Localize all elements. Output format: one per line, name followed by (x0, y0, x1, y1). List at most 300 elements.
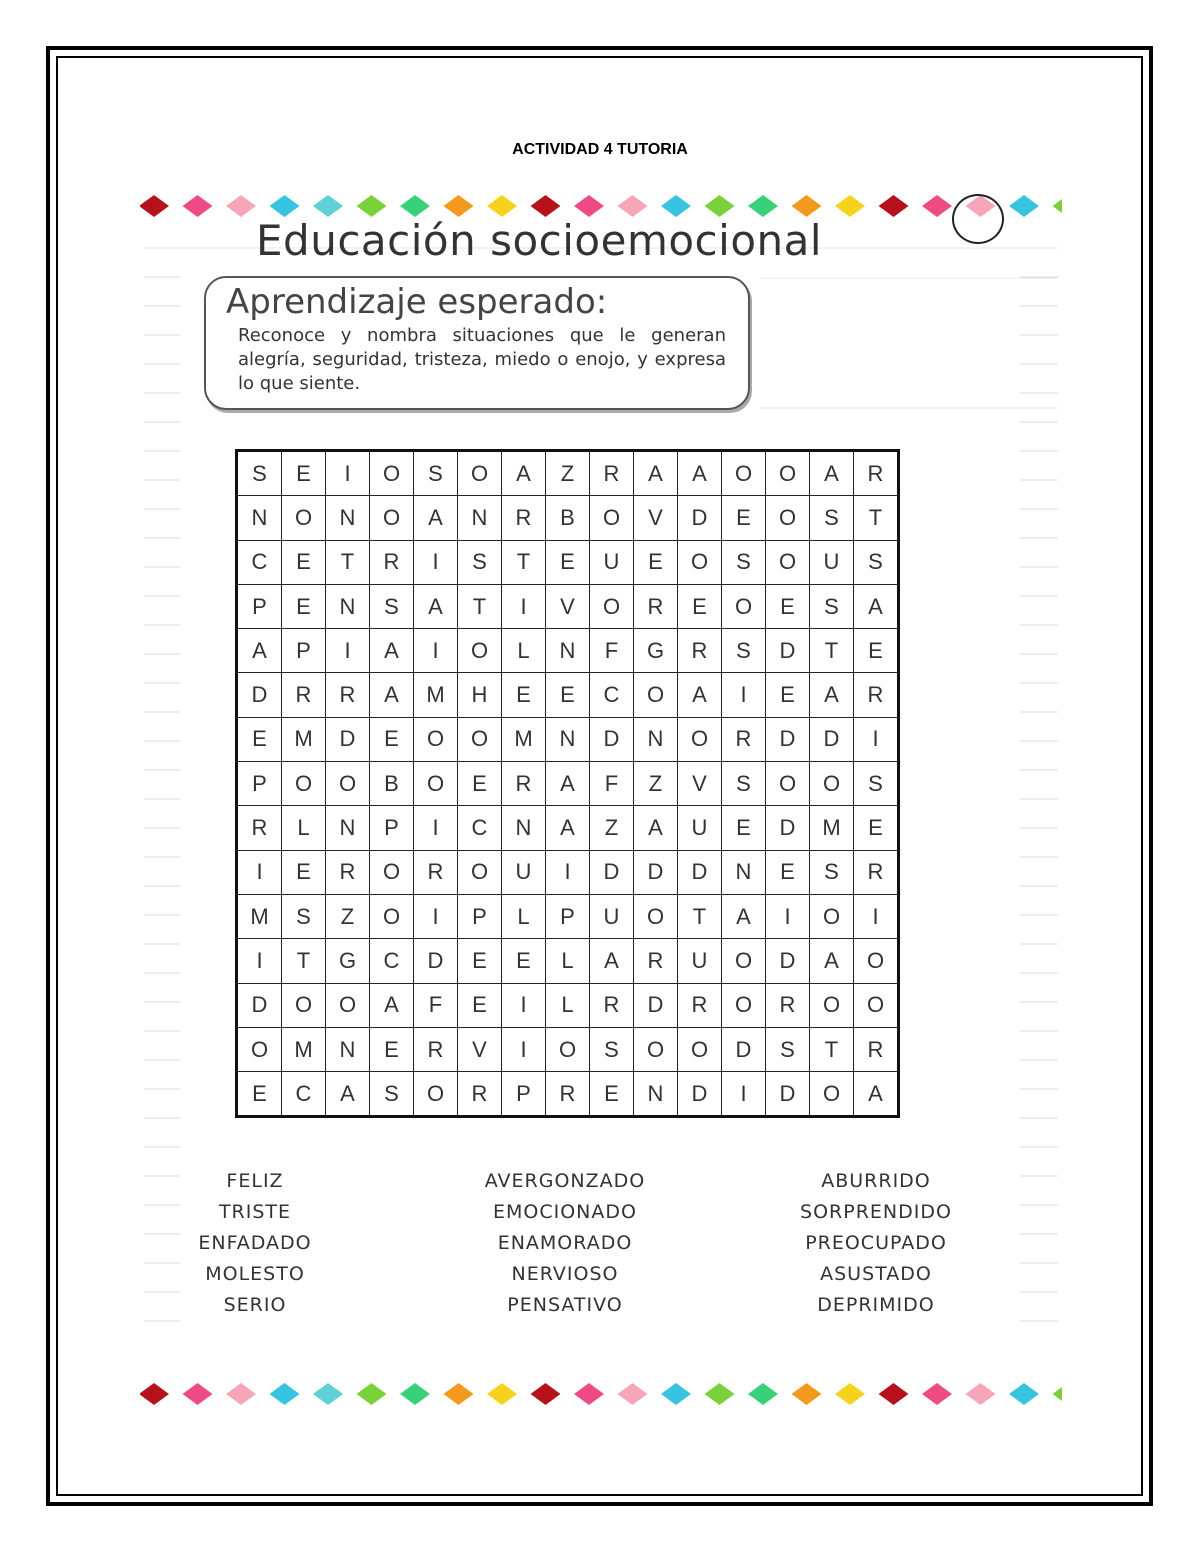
grid-cell[interactable]: N (326, 1027, 370, 1071)
grid-cell[interactable]: O (370, 850, 414, 894)
grid-cell[interactable]: S (810, 584, 854, 628)
grid-cell[interactable]: E (237, 1072, 282, 1117)
grid-cell[interactable]: I (237, 850, 282, 894)
diamond-shape (400, 195, 430, 217)
grid-cell[interactable]: D (766, 806, 810, 850)
grid-cell[interactable]: V (546, 584, 590, 628)
grid-cell[interactable]: E (722, 806, 766, 850)
grid-cell[interactable]: I (766, 894, 810, 938)
diamond-shape (531, 1383, 561, 1405)
grid-cell[interactable]: L (502, 629, 546, 673)
grid-row (237, 983, 899, 1027)
grid-cell[interactable]: A (326, 1072, 370, 1117)
grid-cell[interactable]: A (678, 673, 722, 717)
diamond-shape (574, 195, 604, 217)
grid-cell[interactable]: D (766, 939, 810, 983)
grid-cell[interactable]: M (414, 673, 458, 717)
grid-row (237, 939, 899, 983)
grid-cell[interactable]: M (502, 717, 546, 761)
grid-cell[interactable]: D (766, 629, 810, 673)
grid-cell[interactable]: I (854, 894, 899, 938)
grid-cell[interactable]: F (414, 983, 458, 1027)
grid-row (237, 673, 899, 717)
diamond-shape (618, 1383, 648, 1405)
word-search-grid (235, 449, 900, 1118)
diamond-shape (922, 1383, 952, 1405)
grid-cell[interactable]: N (634, 1072, 678, 1117)
grid-cell[interactable]: Z (590, 806, 634, 850)
grid-cell[interactable]: O (282, 496, 326, 540)
grid-cell[interactable]: M (810, 806, 854, 850)
grid-cell[interactable]: E (370, 1027, 414, 1071)
grid-cell[interactable]: S (854, 540, 899, 584)
grid-cell[interactable]: O (370, 451, 414, 496)
grid-cell[interactable]: D (590, 717, 634, 761)
diamond-shape (835, 1383, 865, 1405)
grid-cell[interactable]: B (370, 762, 414, 806)
grid-cell[interactable]: N (237, 496, 282, 540)
grid-cell[interactable]: R (854, 1027, 899, 1071)
grid-cell[interactable]: L (546, 983, 590, 1027)
grid-cell[interactable]: N (502, 806, 546, 850)
grid-cell[interactable]: R (237, 806, 282, 850)
grid-cell[interactable]: E (546, 673, 590, 717)
grid-cell[interactable]: O (678, 540, 722, 584)
grid-cell[interactable]: P (237, 584, 282, 628)
grid-cell[interactable]: O (370, 496, 414, 540)
grid-cell[interactable]: I (854, 717, 899, 761)
grid-cell[interactable]: R (326, 673, 370, 717)
grid-cell[interactable]: D (590, 850, 634, 894)
grid-cell[interactable]: R (678, 629, 722, 673)
grid-cell[interactable]: S (766, 1027, 810, 1071)
grid-row (237, 894, 899, 938)
grid-cell[interactable]: L (502, 894, 546, 938)
grid-cell[interactable]: B (546, 496, 590, 540)
diamond-shape (879, 195, 909, 217)
grid-cell[interactable]: T (678, 894, 722, 938)
grid-cell[interactable]: C (237, 540, 282, 584)
diamond-shape (531, 195, 561, 217)
word-item: EMOCIONADO (493, 1201, 637, 1223)
grid-cell[interactable]: S (590, 1027, 634, 1071)
grid-cell[interactable]: O (590, 584, 634, 628)
word-item: ASUSTADO (820, 1263, 932, 1285)
diamond-shape (487, 1383, 517, 1405)
grid-cell[interactable]: O (634, 894, 678, 938)
grid-cell[interactable]: E (590, 1072, 634, 1117)
learning-objective-heading: Aprendizaje esperado: (226, 282, 608, 322)
word-column-2 (415, 1166, 715, 1321)
grid-cell[interactable]: R (854, 451, 899, 496)
grid-cell[interactable]: C (458, 806, 502, 850)
grid-cell[interactable]: R (634, 939, 678, 983)
grid-cell[interactable]: Z (634, 762, 678, 806)
grid-cell[interactable]: O (766, 451, 810, 496)
grid-cell[interactable]: A (634, 451, 678, 496)
word-item: PENSATIVO (507, 1294, 623, 1316)
grid-cell[interactable]: O (854, 983, 899, 1027)
grid-cell[interactable]: A (854, 584, 899, 628)
grid-cell[interactable]: O (458, 850, 502, 894)
grid-cell[interactable]: V (458, 1027, 502, 1071)
grid-cell[interactable]: S (854, 762, 899, 806)
grid-cell[interactable]: S (810, 496, 854, 540)
diamond-shape (270, 195, 300, 217)
diamond-shape (661, 1383, 691, 1405)
grid-cell[interactable]: P (458, 894, 502, 938)
grid-cell[interactable]: O (766, 540, 810, 584)
grid-cell[interactable]: A (634, 806, 678, 850)
word-item: ENAMORADO (497, 1232, 633, 1254)
grid-cell[interactable]: I (722, 673, 766, 717)
grid-cell[interactable]: E (458, 762, 502, 806)
grid-row (237, 806, 899, 850)
grid-cell[interactable]: A (854, 1072, 899, 1117)
grid-cell[interactable]: O (854, 939, 899, 983)
grid-cell[interactable]: E (282, 540, 326, 584)
grid-cell[interactable]: I (326, 451, 370, 496)
grid-cell[interactable]: I (237, 939, 282, 983)
grid-cell[interactable]: I (414, 806, 458, 850)
grid-cell[interactable]: P (237, 762, 282, 806)
grid-cell[interactable]: E (546, 540, 590, 584)
grid-cell[interactable]: P (502, 1072, 546, 1117)
grid-cell[interactable]: S (237, 451, 282, 496)
grid-cell[interactable]: E (766, 584, 810, 628)
grid-cell[interactable]: S (282, 894, 326, 938)
grid-cell[interactable]: T (854, 496, 899, 540)
grid-cell[interactable]: A (678, 451, 722, 496)
grid-cell[interactable]: R (590, 983, 634, 1027)
grid-row (237, 850, 899, 894)
grid-cell[interactable]: O (722, 584, 766, 628)
diamond-shape (444, 1383, 474, 1405)
diamond-shape (487, 195, 517, 217)
grid-cell[interactable]: A (370, 629, 414, 673)
grid-cell[interactable]: O (722, 939, 766, 983)
grid-cell[interactable]: A (237, 629, 282, 673)
grid-cell[interactable]: O (810, 762, 854, 806)
grid-cell[interactable]: O (414, 717, 458, 761)
grid-cell[interactable]: N (546, 717, 590, 761)
grid-cell[interactable]: O (766, 496, 810, 540)
grid-cell[interactable]: E (502, 673, 546, 717)
diamond-shape (183, 1383, 213, 1405)
grid-cell[interactable]: C (370, 939, 414, 983)
grid-cell[interactable]: O (414, 762, 458, 806)
grid-cell[interactable]: V (678, 762, 722, 806)
grid-cell[interactable]: R (502, 762, 546, 806)
grid-cell[interactable]: R (766, 983, 810, 1027)
grid-cell[interactable]: R (722, 717, 766, 761)
grid-cell[interactable]: D (237, 983, 282, 1027)
grid-cell[interactable]: E (458, 939, 502, 983)
diamond-shape (140, 1383, 169, 1405)
word-item: PREOCUPADO (805, 1232, 947, 1254)
grid-cell[interactable]: O (678, 717, 722, 761)
diamond-shape (661, 195, 691, 217)
grid-cell[interactable]: D (678, 496, 722, 540)
grid-cell[interactable]: T (810, 629, 854, 673)
diamond-shape (922, 195, 952, 217)
word-item: MOLESTO (205, 1263, 305, 1285)
grid-cell[interactable]: R (502, 496, 546, 540)
word-item: AVERGONZADO (484, 1170, 646, 1192)
grid-cell[interactable]: M (237, 894, 282, 938)
grid-cell[interactable]: I (414, 629, 458, 673)
grid-cell[interactable]: R (370, 540, 414, 584)
grid-row (237, 496, 899, 540)
grid-cell[interactable]: H (458, 673, 502, 717)
word-column-1 (105, 1166, 405, 1321)
diamond-shape (835, 195, 865, 217)
grid-cell[interactable]: O (282, 983, 326, 1027)
grid-cell[interactable]: P (370, 806, 414, 850)
grid-cell[interactable]: E (237, 717, 282, 761)
grid-cell[interactable]: A (810, 673, 854, 717)
diamond-shape (1009, 195, 1039, 217)
grid-cell[interactable]: R (414, 850, 458, 894)
diamond-shape (879, 1383, 909, 1405)
diamond-shape (966, 1383, 996, 1405)
diamond-shape (748, 195, 778, 217)
diamond-shape (270, 1383, 300, 1405)
diamond-shape (357, 1383, 387, 1405)
grid-cell[interactable]: E (282, 451, 326, 496)
grid-cell[interactable]: I (722, 1072, 766, 1117)
grid-cell[interactable]: R (854, 850, 899, 894)
grid-cell[interactable]: N (458, 496, 502, 540)
diamond-shape (574, 1383, 604, 1405)
grid-cell[interactable]: R (590, 451, 634, 496)
grid-cell[interactable]: E (634, 540, 678, 584)
grid-cell[interactable]: C (282, 1072, 326, 1117)
diamond-shape (226, 195, 256, 217)
grid-cell[interactable]: O (458, 717, 502, 761)
grid-cell[interactable]: O (810, 894, 854, 938)
word-item: ENFADADO (198, 1232, 312, 1254)
grid-cell[interactable]: M (282, 717, 326, 761)
grid-cell[interactable]: A (546, 762, 590, 806)
grid-cell[interactable]: I (414, 540, 458, 584)
grid-cell[interactable]: V (634, 496, 678, 540)
grid-cell[interactable]: T (282, 939, 326, 983)
grid-cell[interactable]: Z (326, 894, 370, 938)
grid-cell[interactable]: E (502, 939, 546, 983)
grid-cell[interactable]: O (326, 983, 370, 1027)
grid-cell[interactable]: E (678, 584, 722, 628)
grid-cell[interactable]: O (766, 762, 810, 806)
grid-cell[interactable]: U (678, 939, 722, 983)
grid-cell[interactable]: E (722, 496, 766, 540)
grid-cell[interactable]: A (546, 806, 590, 850)
circle-mark (952, 194, 1004, 244)
grid-cell[interactable]: T (326, 540, 370, 584)
learning-objective-text: Reconoce y nombra situaciones que le generan alegría, seguridad, tristeza, miedo o enojo, y expresa lo que siente. (238, 325, 726, 394)
grid-cell[interactable]: O (458, 629, 502, 673)
grid-cell[interactable]: I (502, 584, 546, 628)
grid-cell[interactable]: R (546, 1072, 590, 1117)
diamond-shape (705, 1383, 735, 1405)
grid-cell[interactable]: R (634, 584, 678, 628)
grid-cell[interactable]: O (458, 451, 502, 496)
grid-cell[interactable]: D (766, 717, 810, 761)
grid-cell[interactable]: N (326, 806, 370, 850)
grid-cell[interactable]: O (414, 1072, 458, 1117)
grid-cell[interactable]: T (502, 540, 546, 584)
grid-cell[interactable]: A (810, 451, 854, 496)
diamond-shape (1053, 1383, 1063, 1405)
grid-cell[interactable]: M (282, 1027, 326, 1071)
grid-cell[interactable]: R (854, 673, 899, 717)
grid-cell[interactable]: D (678, 1072, 722, 1117)
grid-row (237, 1072, 899, 1117)
grid-cell[interactable]: I (414, 894, 458, 938)
grid-cell[interactable]: E (854, 806, 899, 850)
grid-cell[interactable]: E (282, 584, 326, 628)
grid-cell[interactable]: G (326, 939, 370, 983)
grid-cell[interactable]: O (634, 673, 678, 717)
grid-cell[interactable]: Z (546, 451, 590, 496)
grid-cell[interactable]: S (370, 1072, 414, 1117)
grid-cell[interactable]: D (634, 983, 678, 1027)
grid-row (237, 1027, 899, 1071)
grid-cell[interactable]: R (678, 983, 722, 1027)
grid-cell[interactable]: D (237, 673, 282, 717)
grid-cell[interactable]: A (810, 939, 854, 983)
grid-cell[interactable]: E (854, 629, 899, 673)
grid-cell[interactable]: D (326, 717, 370, 761)
grid-cell[interactable]: S (722, 540, 766, 584)
word-item: DEPRIMIDO (817, 1294, 935, 1316)
grid-cell[interactable]: E (766, 673, 810, 717)
grid-cell[interactable]: R (326, 850, 370, 894)
grid-cell[interactable]: R (414, 1027, 458, 1071)
grid-cell[interactable]: I (546, 850, 590, 894)
grid-cell[interactable]: C (590, 673, 634, 717)
grid-cell[interactable]: D (722, 1027, 766, 1071)
grid-cell[interactable]: P (282, 629, 326, 673)
grid-cell[interactable]: U (590, 540, 634, 584)
grid-row (237, 584, 899, 628)
word-item: SORPRENDIDO (800, 1201, 952, 1223)
diamond-shape (357, 195, 387, 217)
grid-cell[interactable]: O (810, 1072, 854, 1117)
diamond-shape (313, 1383, 343, 1405)
diamond-shape (1053, 195, 1063, 217)
diamond-shape (1009, 1383, 1039, 1405)
grid-cell[interactable]: G (634, 629, 678, 673)
diamond-shape (140, 195, 169, 217)
grid-cell[interactable]: D (810, 717, 854, 761)
worksheet (140, 186, 1062, 1416)
grid-cell[interactable]: A (370, 673, 414, 717)
grid-cell[interactable]: O (326, 762, 370, 806)
grid-cell[interactable]: E (370, 717, 414, 761)
grid-cell[interactable]: A (414, 584, 458, 628)
diamond-shape (792, 1383, 822, 1405)
grid-cell[interactable]: F (590, 629, 634, 673)
grid-cell[interactable]: I (502, 983, 546, 1027)
grid-cell[interactable]: E (282, 850, 326, 894)
grid-cell[interactable]: S (458, 540, 502, 584)
grid-cell[interactable]: A (590, 939, 634, 983)
word-item: FELIZ (226, 1170, 284, 1192)
page-header: ACTIVIDAD 4 TUTORIA (512, 141, 688, 158)
grid-cell[interactable]: U (590, 894, 634, 938)
grid-cell[interactable]: O (634, 1027, 678, 1071)
grid-cell[interactable]: O (237, 1027, 282, 1071)
grid-cell[interactable]: O (722, 983, 766, 1027)
grid-cell[interactable]: D (414, 939, 458, 983)
word-item: NERVIOSO (511, 1263, 619, 1285)
grid-cell[interactable]: N (326, 496, 370, 540)
word-item: SERIO (223, 1294, 287, 1316)
grid-cell[interactable]: A (370, 983, 414, 1027)
grid-cell[interactable]: I (326, 629, 370, 673)
grid-cell[interactable]: S (722, 629, 766, 673)
grid-row (237, 451, 899, 496)
grid-cell[interactable]: T (458, 584, 502, 628)
diamond-shape (748, 1383, 778, 1405)
diamond-shape (313, 195, 343, 217)
grid-cell[interactable]: F (590, 762, 634, 806)
grid-cell[interactable]: A (414, 496, 458, 540)
grid-cell[interactable]: I (502, 1027, 546, 1071)
grid-cell[interactable]: E (458, 983, 502, 1027)
grid-cell[interactable]: N (546, 629, 590, 673)
grid-cell[interactable]: O (590, 496, 634, 540)
grid-cell[interactable]: N (326, 584, 370, 628)
grid-cell[interactable]: S (810, 850, 854, 894)
grid-cell[interactable]: P (546, 894, 590, 938)
grid-cell[interactable]: O (546, 1027, 590, 1071)
grid-cell[interactable]: S (370, 584, 414, 628)
grid-cell[interactable]: L (546, 939, 590, 983)
grid-row (237, 540, 899, 584)
worksheet-title: Educación socioemocional (256, 216, 823, 265)
grid-cell[interactable]: D (634, 850, 678, 894)
grid-cell[interactable]: O (810, 983, 854, 1027)
grid-cell[interactable]: R (282, 673, 326, 717)
word-column-3 (726, 1166, 1026, 1321)
grid-cell[interactable]: A (722, 894, 766, 938)
grid-cell[interactable]: S (414, 451, 458, 496)
grid-cell[interactable]: O (678, 1027, 722, 1071)
word-item: TRISTE (218, 1201, 292, 1223)
grid-cell[interactable]: T (810, 1027, 854, 1071)
grid-cell[interactable]: O (370, 894, 414, 938)
grid-cell[interactable]: N (722, 850, 766, 894)
grid-cell[interactable]: U (678, 806, 722, 850)
grid-cell[interactable]: D (678, 850, 722, 894)
diamond-shape (400, 1383, 430, 1405)
grid-cell[interactable]: O (282, 762, 326, 806)
diamond-shape (444, 195, 474, 217)
grid-cell[interactable]: U (810, 540, 854, 584)
grid-cell[interactable]: A (502, 451, 546, 496)
grid-cell[interactable]: O (722, 451, 766, 496)
diamond-shape (618, 195, 648, 217)
grid-cell[interactable]: D (766, 1072, 810, 1117)
grid-cell[interactable]: L (282, 806, 326, 850)
grid-cell[interactable]: U (502, 850, 546, 894)
grid-cell[interactable]: R (458, 1072, 502, 1117)
grid-cell[interactable]: S (722, 762, 766, 806)
grid-cell[interactable]: E (766, 850, 810, 894)
grid-cell[interactable]: N (634, 717, 678, 761)
